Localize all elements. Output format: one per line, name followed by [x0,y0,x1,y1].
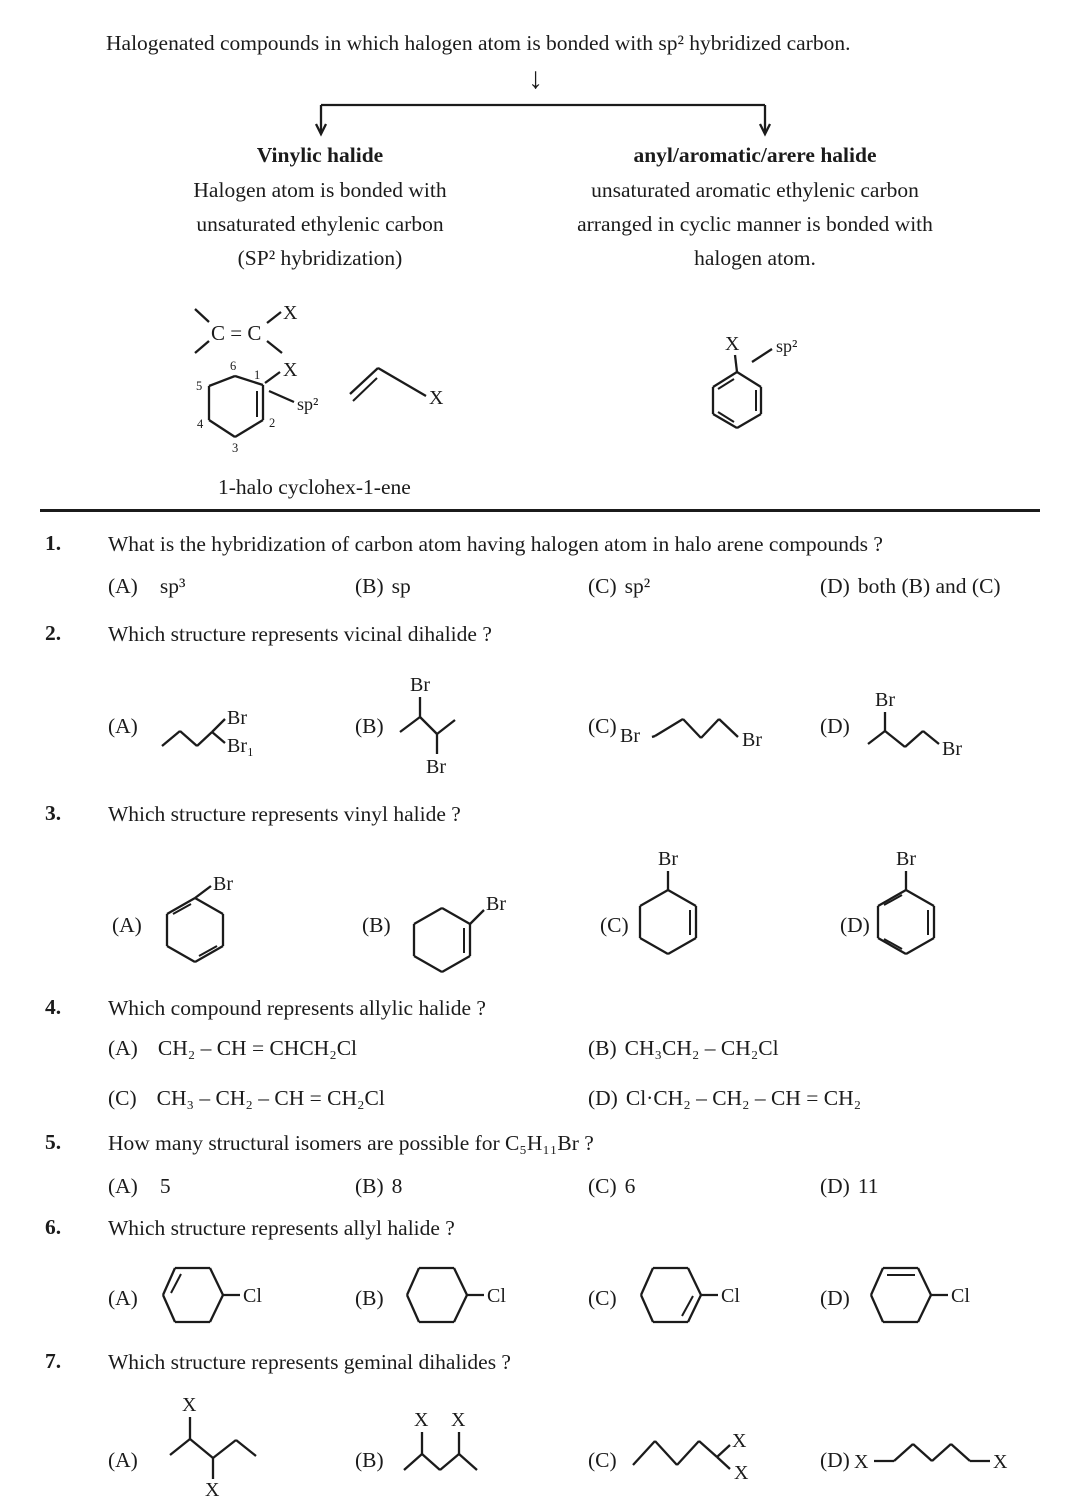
bond [655,719,683,736]
q2-option-c-label: (C) [588,714,617,738]
option-label: (B) [588,1036,617,1060]
bond [918,1295,931,1322]
br-atom-label: Br [942,738,962,760]
vinylic-line-1: Halogen atom is bonded with [193,178,447,202]
br1-atom-label: Br₁ [227,735,254,757]
bond [213,1440,236,1458]
structure-q7c-geminal-dihalide [625,1415,780,1500]
structure-aryl-halide [700,332,815,440]
bond [906,890,934,906]
bond [414,956,442,972]
option-text: CH₃CH₂ – CH₂Cl [624,1036,779,1060]
question-6-number: 6. [45,1215,62,1239]
q2-option-d-label: (D) [820,714,850,738]
question-5-number: 5. [45,1130,62,1154]
x-atom-label: X [429,387,444,409]
bond [470,910,484,924]
x-atom-label: X [205,1479,220,1501]
q1-option-d [820,574,1001,599]
branch-bracket [316,102,770,142]
bond [932,1444,951,1461]
bond [459,1454,477,1470]
bond [180,731,197,746]
option-label: (C) [588,1174,617,1198]
q4-option-c [108,1086,385,1111]
ring-number-6: 6 [230,359,237,373]
bond [717,1445,730,1457]
bond [655,1441,677,1465]
option-text: sp² [624,574,651,598]
q1-option-b [355,574,411,599]
structure-q7d-terminal-dihalide [852,1432,1042,1487]
q5-option-a [108,1174,171,1199]
bond [894,1444,913,1461]
x-atom-label: X [283,302,298,324]
structure-halocyclohexene [196,358,331,460]
option-text: CH₂ – CH = CHCH₂Cl [157,1036,358,1060]
bond [878,938,906,954]
bond [163,1295,175,1322]
bond [236,1440,256,1456]
question-1-number: 1. [45,531,62,555]
structure-q7a-12-dihalide [150,1395,280,1503]
bond [688,1295,701,1322]
x-atom-label: X [725,333,740,355]
bond [440,1454,459,1470]
question-7-text: Which structure represents geminal dihalides ? [108,1350,511,1374]
bond [212,732,225,743]
q5-option-b [355,1174,402,1199]
structure-caption: 1-halo cyclohex-1-ene [218,475,411,499]
vinylic-line-2: unsaturated ethylenic carbon [196,212,444,236]
bond [378,368,426,396]
q7-option-d-label: (D) [820,1448,850,1472]
q6-option-d-label: (D) [820,1286,850,1310]
q5-option-d [820,1174,879,1199]
bond [195,946,223,962]
structure-q3d-bromobenzene [866,845,966,970]
bond [668,890,696,906]
x-atom-label: X [854,1451,869,1473]
q3-option-c-label: (C) [600,913,629,937]
cl-atom-label: Cl [487,1285,506,1307]
question-2-number: 2. [45,621,62,645]
bond [442,956,470,972]
option-label: (C) [108,1086,137,1110]
bond [210,1295,223,1322]
option-text: 8 [391,1174,403,1198]
bond [265,372,280,383]
sp2-label: sp² [297,394,319,414]
bond [167,898,195,914]
bond [400,717,420,732]
bond [407,1295,419,1322]
q4-option-d [588,1086,861,1111]
option-label: (B) [355,1174,384,1198]
question-1-text: What is the hybridization of carbon atom having halogen atom in halo arene compounds ? [108,532,883,556]
q6-option-a-label: (A) [108,1286,138,1310]
bond [640,890,668,906]
bond [414,908,442,924]
bond [737,414,761,428]
q1-option-a [108,574,185,599]
q3-option-d-label: (D) [840,913,870,937]
bond [195,341,209,353]
option-text: both (B) and (C) [857,574,1001,598]
bond [235,420,263,437]
structure-q7b-dihalide-adjacent [394,1408,514,1503]
br-atom-label: Br [426,756,446,778]
br-atom-label: Br [620,725,640,747]
bond [209,420,235,437]
bond [641,1268,653,1295]
aryl-line-3: halogen atom. [694,246,816,270]
bond [442,908,470,924]
option-text: Cl·CH₂ – CH₂ – CH = CH₂ [625,1086,862,1110]
bond [871,1268,883,1295]
option-label: (A) [108,574,138,598]
q3-option-a-label: (A) [112,913,142,937]
sp2-label: sp² [776,336,798,356]
bond [641,1295,653,1322]
structure-q3b-1-bromocyclohexene [398,876,513,976]
aryl-heading: anyl/aromatic/arere halide [633,143,877,167]
br-atom-label: Br [875,689,895,711]
br-atom-label: Br [658,848,678,870]
x-atom-label: X [414,1409,429,1431]
question-2-text: Which structure represents vicinal dihalide ? [108,622,492,646]
br-atom-label: Br [227,707,247,729]
bond [905,731,923,747]
question-5-text: How many structural isomers are possible for C₅H₁₁Br ? [108,1131,594,1155]
br-atom-label: Br [213,873,233,895]
x-atom-label: X [993,1451,1008,1473]
bond [719,719,738,737]
ring-number-2: 2 [269,416,276,430]
page-title: Halogenated compounds in which halogen atom is bonded with sp² hybridized carbon. [106,31,851,55]
ring-number-4: 4 [197,417,204,431]
bond [210,1268,223,1295]
bond [212,719,225,732]
bond [162,731,180,746]
bond [677,1441,699,1465]
bond [885,731,905,747]
double-bond [718,379,734,389]
question-4-text: Which compound represents allylic halide ? [108,996,486,1020]
bond [404,1454,422,1470]
option-label: (D) [820,1174,850,1198]
structure-q2b-vicinal-dibromide [392,663,507,778]
option-text: sp [391,574,411,598]
q6-option-c-label: (C) [588,1286,617,1310]
option-label: (D) [588,1086,618,1110]
bond [717,1457,730,1469]
q4-option-a [108,1036,357,1061]
q7-option-a-label: (A) [108,1448,138,1472]
bond [267,312,281,323]
option-text: sp³ [159,574,186,598]
bond [918,1268,931,1295]
ring-number-1: 1 [254,368,261,382]
c-eq-c-label: C = C [211,321,262,345]
structure-q2d-13-dibromide [855,678,1005,778]
ring-number-3: 3 [232,441,239,455]
q7-option-c-label: (C) [588,1448,617,1472]
question-7-number: 7. [45,1349,62,1373]
bond [437,720,455,734]
option-label: (A) [108,1036,138,1060]
bond [197,732,212,746]
q1-option-c [588,574,650,599]
bond [878,890,906,906]
bond [195,886,211,898]
bond [269,391,294,402]
structure-q2c-terminal-dibromide [612,700,787,760]
bond [913,1444,932,1461]
bond [167,946,195,962]
bond [652,736,655,737]
bond [701,719,719,738]
question-3-text: Which structure represents vinyl halide ? [108,802,461,826]
q6-option-b-label: (B) [355,1286,384,1310]
bond [407,1268,419,1295]
vinylic-line-3: (SP² hybridization) [237,246,403,270]
vinylic-heading: Vinylic halide [256,143,384,167]
bond [906,938,934,954]
bond [868,731,885,744]
question-3-number: 3. [45,801,62,825]
x-atom-label: X [734,1462,749,1484]
section-divider [40,509,1040,512]
bond [267,341,282,353]
ring-number-5: 5 [196,379,203,393]
q5-option-c [588,1174,635,1199]
structure-q2a-gem-dibromide [152,688,272,778]
bond [170,1439,190,1455]
structure-vinyl-x [344,358,454,410]
bond [422,1454,440,1470]
br-atom-label: Br [486,893,506,915]
q4-option-b [588,1036,779,1061]
bond [752,349,772,362]
bond [195,898,223,914]
bond [190,1439,213,1458]
bond [209,376,235,386]
bond [735,355,737,372]
q2-option-b-label: (B) [355,714,384,738]
br-atom-label: Br [742,729,762,751]
bond [454,1295,467,1322]
bond [699,1441,717,1457]
bond [195,309,209,322]
option-label: (B) [355,574,384,598]
bond [454,1268,467,1295]
cl-atom-label: Cl [243,1285,262,1307]
down-arrow-icon: ↓ [528,62,543,95]
structure-q3a-cyclohexadiene-br [155,873,265,973]
question-4-number: 4. [45,995,62,1019]
x-atom-label: X [283,359,298,381]
option-text: 6 [624,1174,636,1198]
bond [688,1268,701,1295]
br-atom-label: Br [410,674,430,696]
bond [737,372,761,387]
option-label: (D) [820,574,850,598]
structure-q6d-allyl-chloride-ring [858,1250,988,1330]
question-6-text: Which structure represents allyl halide ? [108,1216,455,1240]
option-text: 11 [857,1174,879,1198]
bond [923,731,939,744]
q7-option-b-label: (B) [355,1448,384,1472]
aryl-line-1: unsaturated aromatic ethylenic carbon [591,178,919,202]
q3-option-b-label: (B) [362,913,391,937]
x-atom-label: X [732,1430,747,1452]
option-label: (C) [588,574,617,598]
x-atom-label: X [451,1409,466,1431]
structure-q3c-3-bromocyclohexene [628,845,728,970]
option-label: (A) [108,1174,138,1198]
bond [871,1295,883,1322]
q2-option-a-label: (A) [108,714,138,738]
structure-q6c-1-chlorocyclohexene [628,1250,758,1330]
br-atom-label: Br [896,848,916,870]
bond [640,938,668,954]
bond [633,1441,655,1465]
structure-vinylic-general [188,300,303,362]
structure-q6a-cyclohexene-cl [150,1250,280,1330]
x-atom-label: X [182,1394,197,1416]
bond [668,938,696,954]
bond [951,1444,970,1461]
bond [683,719,701,738]
option-text: 5 [159,1174,171,1198]
cl-atom-label: Cl [721,1285,740,1307]
double-bond [171,1274,181,1293]
option-text: CH₃ – CH₂ – CH = CH₂Cl [156,1086,385,1110]
cl-atom-label: Cl [951,1285,970,1307]
aryl-line-2: arranged in cyclic manner is bonded with [577,212,933,236]
bond [420,717,437,734]
structure-q6b-cyclohexane-cl [394,1250,524,1330]
